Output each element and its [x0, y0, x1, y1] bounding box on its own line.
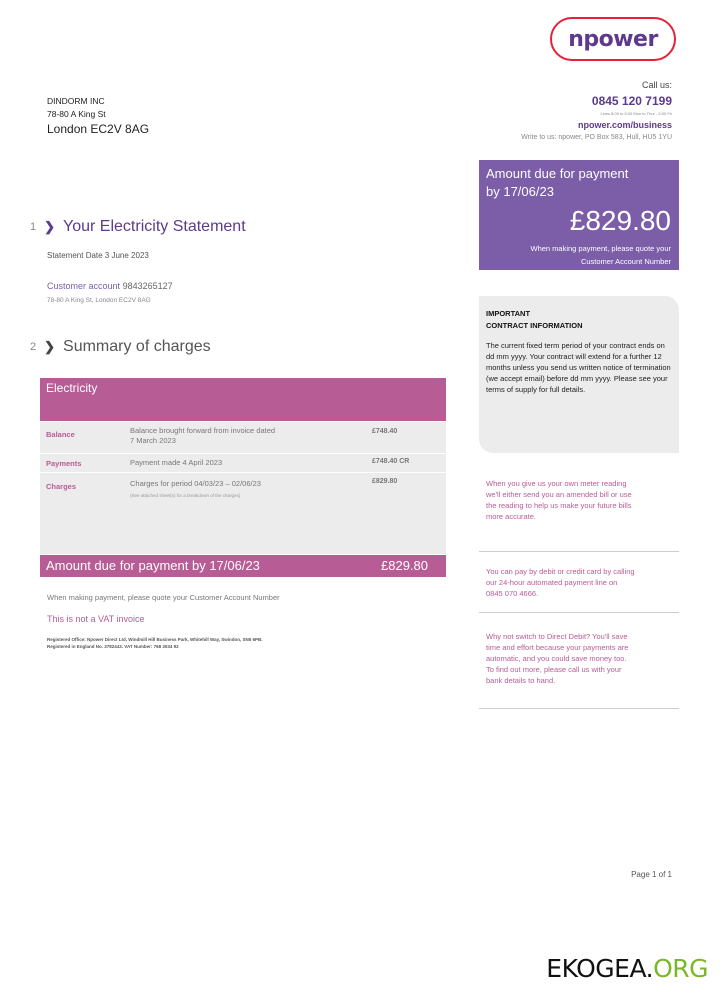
- amount-due-title: [486, 165, 628, 201]
- table-row-charges: [40, 472, 446, 554]
- section-1-number: 1: [30, 221, 37, 233]
- row-description-line-2: 7 March 2023: [130, 436, 176, 445]
- row-label: Balance: [46, 430, 75, 439]
- section-1-heading: [30, 218, 246, 236]
- account-number: 9843265127: [122, 281, 173, 291]
- opening-hours: Lines 8:00 to 5:00 Mon to Thur - 5:00 Fri: [600, 111, 672, 116]
- row-value: £748.40 CR: [372, 458, 410, 465]
- vat-note: This is not a VAT invoice: [47, 614, 145, 624]
- table-row-payments: [40, 453, 446, 471]
- call-label: Call us:: [641, 80, 672, 90]
- row-description-line-1: Balance brought forward from invoice dated: [130, 426, 276, 435]
- row-description: Payment made 4 April 2023: [130, 458, 223, 467]
- amount-due-title-line-2: by 17/06/23: [486, 184, 554, 199]
- chevron-right-icon: ❯: [44, 339, 56, 354]
- section-2-title: Summary of charges: [63, 338, 211, 355]
- table-row-balance: [40, 421, 446, 452]
- account-address: 78-80 A King St, London EC2V 8AG: [47, 297, 151, 304]
- address-line-1: DINDORM INC: [47, 96, 105, 106]
- contract-info-box: [479, 296, 679, 453]
- account-label: Customer account: [47, 281, 121, 291]
- watermark-part-1: EKOGEA.: [546, 954, 654, 983]
- row-description: Charges for period 04/03/23 – 02/06/23: [130, 479, 261, 488]
- side-note-meter-reading: When you give us your own meter reading we'll either send you an amended bill or use the reading to help us make your future bills more accurate.: [486, 479, 632, 521]
- section-1-title: Your Electricity Statement: [63, 218, 246, 235]
- quote-account-note: When making payment, please quote your Customer Account Number: [47, 593, 280, 602]
- amount-due-box: [479, 160, 679, 270]
- divider: [479, 708, 679, 709]
- row-subtext: (See attached sheet(s) for a breakdown of the charges): [130, 493, 241, 498]
- amount-due-note-line-2: Customer Account Number: [580, 257, 671, 266]
- table-header-electricity: Electricity: [40, 378, 446, 421]
- website-link[interactable]: npower.com/business: [577, 120, 672, 130]
- registered-line-1: Registered Office: Npower Direct Ltd, Windmill Hill Business Park, Whitehill Way, Swindon, SN5 6PB.: [47, 637, 263, 642]
- watermark: [546, 954, 708, 983]
- amount-due-title-line-1: Amount due for payment: [486, 166, 629, 181]
- row-description: [130, 426, 360, 446]
- customer-address: [47, 95, 149, 137]
- logo-text: npower: [568, 26, 658, 52]
- divider: [479, 612, 679, 613]
- contact-block: [521, 80, 672, 141]
- side-note-card-payment: You can pay by debit or credit card by calling our 24-hour automated payment line on 0845 070 4666.: [486, 567, 635, 598]
- total-due-label: Amount due for payment by 17/06/23: [46, 558, 260, 573]
- divider: [479, 551, 679, 552]
- statement-date: Statement Date 3 June 2023: [47, 251, 149, 260]
- total-due-bar: [40, 555, 446, 577]
- watermark-part-2: ORG: [653, 954, 708, 983]
- side-note-direct-debit: Why not switch to Direct Debit? You'll save time and effort because your payments are automatic, and you could save money too. To find out more, please call us with your bank details to hand.: [486, 632, 629, 685]
- row-value: £748.40: [372, 428, 398, 435]
- total-due-amount: £829.80: [381, 558, 428, 573]
- row-label: Payments: [46, 459, 82, 468]
- amount-due-value: £829.80: [569, 205, 671, 236]
- registered-office: [47, 636, 263, 650]
- amount-due-note: [531, 242, 672, 268]
- info-heading-1: IMPORTANT: [486, 309, 531, 318]
- row-value: £829.80: [372, 478, 398, 485]
- customer-account: [47, 281, 173, 291]
- page-number: Page 1 of 1: [631, 870, 672, 879]
- section-2-heading: [30, 338, 211, 356]
- npower-logo: [550, 17, 676, 61]
- info-body: The current fixed term period of your contract ends on dd mm yyyy. Your contract will extend for a further 12 months unless you send us written notice of termination (we accept email) before dd mm yyyy. Please see your terms of supply for full details.: [486, 341, 671, 394]
- registered-line-2: Registered in England No. 3782443. VAT Number: 768 3034 92: [47, 644, 179, 649]
- phone-number[interactable]: 0845 120 7199: [591, 94, 672, 108]
- charges-table: [40, 421, 446, 554]
- write-address: Write to us: npower, PO Box 583, Hull, HU5 1YU: [521, 134, 672, 141]
- chevron-right-icon: ❯: [44, 219, 56, 234]
- section-2-number: 2: [30, 341, 37, 353]
- row-label: Charges: [46, 482, 77, 491]
- info-heading-2: CONTRACT INFORMATION: [486, 321, 583, 330]
- address-line-2: 78-80 A King St: [47, 109, 106, 119]
- amount-due-note-line-1: When making payment, please quote your: [530, 244, 671, 253]
- address-line-3: London EC2V 8AG: [47, 122, 150, 136]
